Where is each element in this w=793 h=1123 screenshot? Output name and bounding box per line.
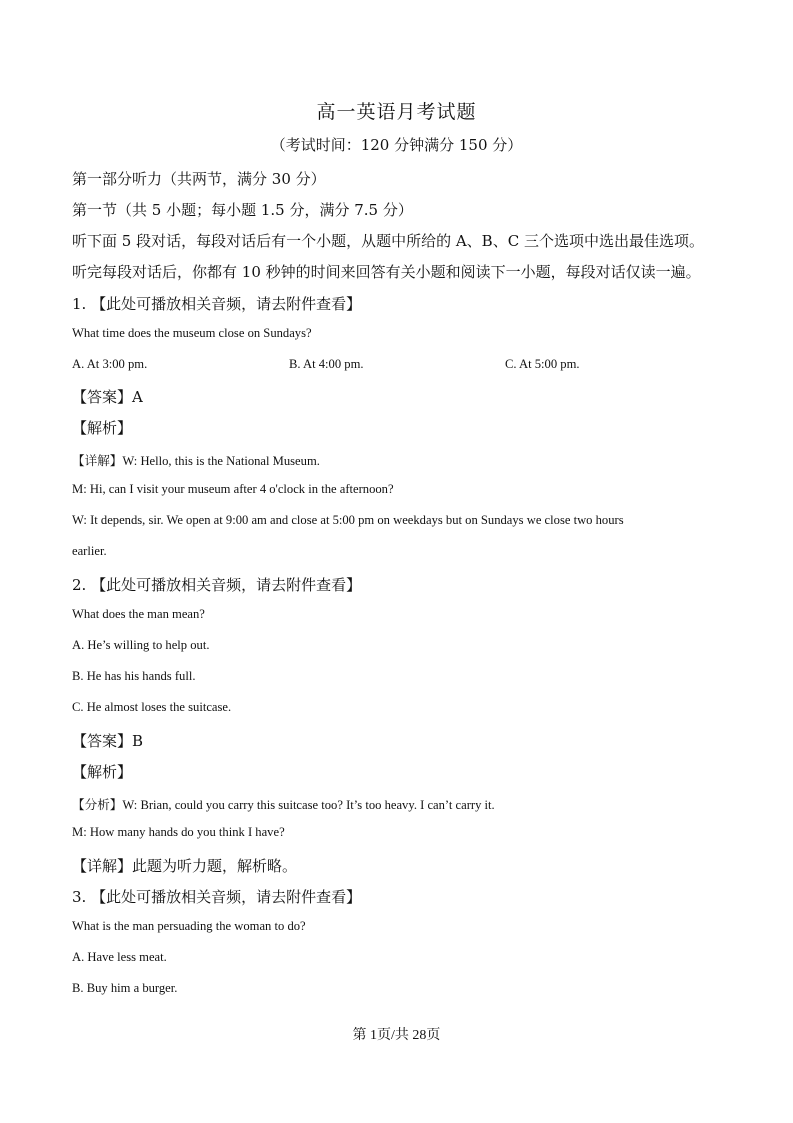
question-1-transcript-line: W: It depends, sir. We open at 9:00 am and close at 5:00 pm on weekdays but on Sundays we close two hours (72, 513, 624, 527)
question-1-header: 1. 【此处可播放相关音频，请去附件查看】 (72, 295, 362, 313)
page-number: 第 1页/共 28页 (352, 1028, 441, 1043)
instruction-line-2: 听完每段对话后，你都有 10 秒钟的时间来回答有关小题和阅读下一小题，每段对话仅读一遍。 (72, 263, 701, 281)
question-1-option-c: C. At 5:00 pm. (505, 357, 580, 371)
question-2-answer: 【答案】B (72, 732, 144, 750)
question-2-detail: 【详解】此题为听力题，解析略。 (72, 857, 298, 875)
question-1-answer: 【答案】A (72, 388, 143, 406)
question-3-header: 3. 【此处可播放相关音频，请去附件查看】 (72, 888, 362, 906)
question-2-option-c: C. He almost loses the suitcase. (72, 700, 232, 714)
question-1-detail: 【详解】W: Hello, this is the National Museum. (72, 454, 320, 468)
question-1-option-a: A. At 3:00 pm. (72, 357, 148, 371)
question-1-transcript-line: M: Hi, can I visit your museum after 4 o'clock in the afternoon? (72, 482, 394, 496)
question-3-text: What is the man persuading the woman to do? (72, 919, 306, 933)
question-2-analysis-label: 【解析】 (72, 763, 133, 781)
question-2-option-b: B. He has his hands full. (72, 669, 196, 683)
question-2-text: What does the man mean? (72, 607, 205, 621)
question-2-header: 2. 【此处可播放相关音频，请去附件查看】 (72, 576, 362, 594)
question-2-option-a: A. He’s willing to help out. (72, 638, 210, 652)
question-2-transcript-line: M: How many hands do you think I have? (72, 825, 285, 839)
question-3-option-b: B. Buy him a burger. (72, 981, 178, 995)
question-3-option-a: A. Have less meat. (72, 950, 167, 964)
question-1-transcript-line: earlier. (72, 544, 107, 558)
instruction-line-1: 听下面 5 段对话，每段对话后有一个小题，从题中所给的 A、B、C 三个选项中选出最佳选项。 (72, 232, 704, 250)
section-heading: 第一节（共 5 小题；每小题 1.5 分，满分 7.5 分） (72, 201, 413, 219)
question-1-text: What time does the museum close on Sundays? (72, 326, 312, 340)
page-title: 高一英语月考试题 (316, 101, 477, 123)
exam-subtitle: （考试时间：120 分钟满分 150 分） (270, 136, 523, 154)
question-2-fenxi: 【分析】W: Brian, could you carry this suitcase too? It’s too heavy. I can’t carry it. (72, 798, 495, 812)
part-heading: 第一部分听力（共两节，满分 30 分） (72, 170, 326, 188)
question-1-option-b: B. At 4:00 pm. (289, 357, 364, 371)
question-1-analysis-label: 【解析】 (72, 419, 133, 437)
